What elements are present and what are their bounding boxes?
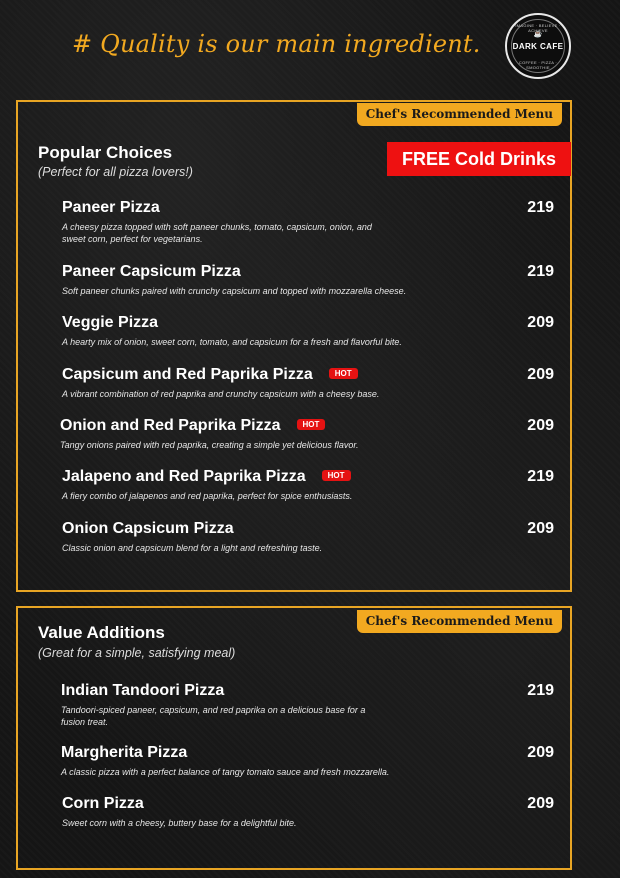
menu-item (18, 314, 570, 362)
menu-item (18, 744, 570, 792)
hot-badge: HOT (322, 470, 351, 481)
item-price: 209 (527, 795, 554, 812)
item-description: A cheesy pizza topped with soft paneer chunks, tomato, capsicum, onion, and sweet corn, perfect for vegetarians. (62, 222, 372, 244)
item-name: Jalapeno and Red Paprika Pizza (62, 468, 306, 485)
item-description: A hearty mix of onion, sweet corn, tomato, and capsicum for a fresh and flavorful bite. (62, 337, 402, 347)
item-price: 209 (527, 314, 554, 331)
menu-item (18, 366, 570, 414)
section-subtitle: (Perfect for all pizza lovers!) (38, 165, 193, 179)
item-description: Soft paneer chunks paired with crunchy capsicum and topped with mozzarella cheese. (62, 286, 407, 296)
menu-item (18, 263, 570, 311)
section-subtitle: (Great for a simple, satisfying meal) (38, 646, 236, 660)
item-price: 219 (527, 199, 554, 216)
coffee-cup-icon: ☕ (533, 31, 543, 38)
item-name: Margherita Pizza (61, 744, 188, 761)
item-name-row (62, 468, 351, 486)
item-price: 219 (527, 468, 554, 485)
item-description: Tangy onions paired with red paprika, creating a simple yet delicious flavor. (60, 440, 359, 450)
menu-item (18, 795, 570, 843)
item-description: Classic onion and capsicum blend for a light and refreshing taste. (62, 543, 323, 553)
item-price: 209 (527, 417, 554, 434)
item-name: Indian Tandoori Pizza (61, 682, 225, 699)
item-description: Tandoori-spiced paneer, capsicum, and red paprika on a delicious base for a fusion treat. (61, 705, 366, 727)
item-name: Corn Pizza (62, 795, 144, 812)
hot-badge: HOT (297, 419, 326, 430)
hot-badge: HOT (329, 368, 358, 379)
menu-item (18, 520, 570, 568)
item-name: Paneer Pizza (62, 199, 160, 216)
free-cold-drinks-banner: FREE Cold Drinks (387, 142, 571, 176)
item-description: Sweet corn with a cheesy, buttery base for a delightful bite. (62, 818, 297, 828)
item-name-row (62, 366, 358, 384)
chefs-recommended-tab: Chef's Recommended Menu (357, 103, 562, 126)
popular-choices-panel (16, 100, 572, 592)
logo-bottom-text: COFFEE · PIZZA · SMOOTHIE (518, 60, 558, 70)
item-description: A vibrant combination of red paprika and crunchy capsicum with a cheesy base. (62, 389, 380, 399)
chefs-recommended-tab: Chef's Recommended Menu (357, 610, 562, 633)
item-name-row (60, 417, 325, 435)
value-additions-panel (16, 606, 572, 870)
item-description: A fiery combo of jalapenos and red paprika, perfect for spice enthusiasts. (62, 491, 353, 501)
item-name: Capsicum and Red Paprika Pizza (62, 366, 313, 383)
item-description: A classic pizza with a perfect balance of tangy tomato sauce and fresh mozzarella. (61, 767, 390, 777)
item-name: Paneer Capsicum Pizza (62, 263, 241, 280)
menu-item (18, 199, 570, 247)
logo-top-text: IMAGINE · BELIEVE · ACHIEVE (515, 23, 561, 33)
section-title: Value Additions (38, 623, 165, 642)
item-price: 219 (527, 263, 554, 280)
menu-item (18, 682, 570, 730)
item-name: Onion Capsicum Pizza (62, 520, 234, 537)
logo-name: DARK CAFE (512, 42, 564, 51)
item-price: 209 (527, 366, 554, 383)
item-price: 219 (527, 682, 554, 699)
item-name: Veggie Pizza (62, 314, 159, 331)
section-title: Popular Choices (38, 143, 173, 162)
dark-cafe-logo (505, 13, 571, 79)
menu-item (18, 417, 570, 465)
item-price: 209 (527, 520, 554, 537)
item-name: Onion and Red Paprika Pizza (60, 417, 281, 434)
tagline: # Quality is our main ingredient. (72, 30, 481, 58)
menu-item (18, 468, 570, 516)
item-price: 209 (527, 744, 554, 761)
